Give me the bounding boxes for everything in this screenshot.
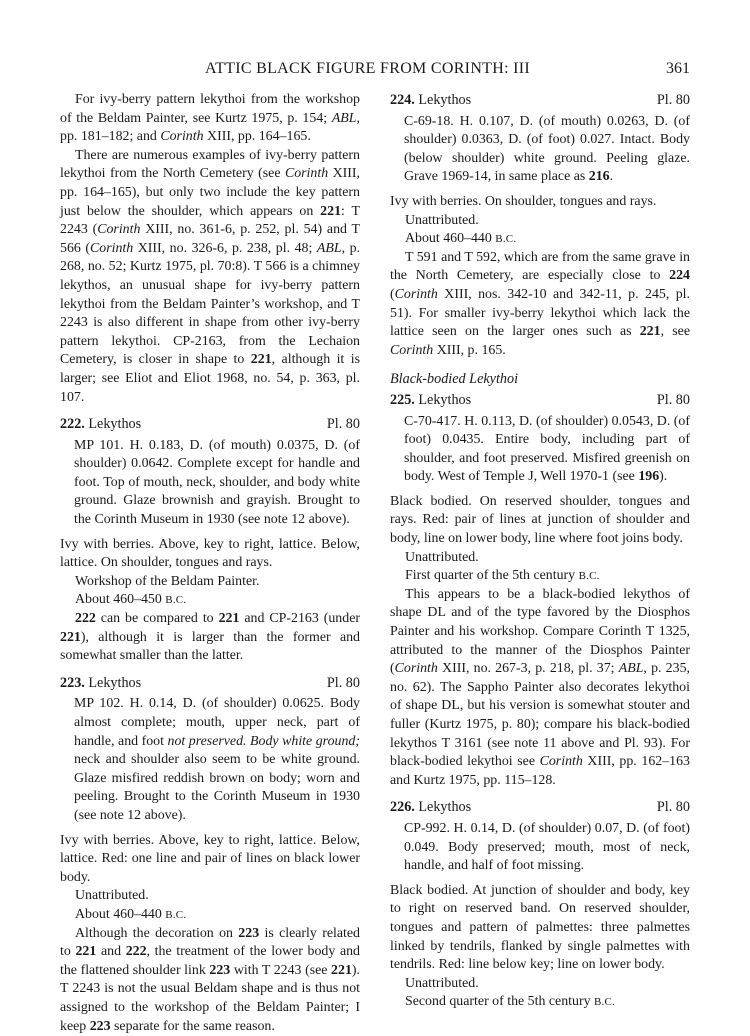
entry-224-date: About 460–440 B.C. [405,231,517,247]
entry-number: 223. [60,674,85,691]
entry-222-date: About 460–450 B.C. [75,592,187,608]
catalogue-entry-224-heading [390,91,690,110]
plate-reference: Pl. 80 [326,416,360,433]
running-header [60,60,690,80]
catalogue-entry-223-heading [60,674,360,693]
entry-225-attribution: Unattributed. [405,549,479,565]
right-column [390,91,690,1012]
entry-225-description: C-70-417. H. 0.113, D. (of shoulder) 0.0543, D. (of foot) 0.0435. Entire body, including part of shoulder, and foot preserved. Misfired greenish on body. West of Temple J, Well 1970-1 (see 196). [404,413,690,485]
entry-224-description: C-69-18. H. 0.107, D. (of mouth) 0.0263, D. (of shoulder) 0.0363, D. (of foot) 0.027. Intact. Body (below shoulder) white ground. Peeling glaze. Grave 1969-14, in same place as 216. [404,113,690,185]
plate-reference: Pl. 80 [656,92,690,108]
catalogue-entry-226-heading [390,798,690,817]
entry-name: Lekythos [418,92,472,108]
entry-224-decoration: Ivy with berries. On shoulder, tongues and rays. [390,193,657,209]
intro-paragraph-1: For ivy-berry pattern lekythoi from the workshop of the Beldam Painter, see Kurtz 1975, p. 154; ABL, pp. 181–182; and Corinth XIII, pp. 164–165. [60,92,360,145]
entry-223-attribution: Unattributed. [75,888,149,904]
running-title: ATTIC BLACK FIGURE FROM CORINTH: III [205,60,531,77]
entry-number: 225. [390,391,415,408]
plate-reference: Pl. 80 [656,799,690,816]
entry-225-decoration: Black bodied. On reserved shoulder, tongues and rays. Red: pair of lines at junction of shoulder and body, line on lower body, line where foot joins body. [390,493,690,547]
left-column [60,91,360,1036]
entry-name: Lekythos [418,799,472,816]
era-abbreviation: B.C. [594,996,615,1009]
entry-223-description: MP 102. H. 0.14, D. (of shoulder) 0.0625. Body almost complete; mouth, upper neck, part of handle, and foot not preserved. Body white ground; neck and shoulder also seem to be white ground. Glaze misfired reddish brown on body; worn and peeling. Brought to the Corinth Museum in 1930 (see note 12 above). [74,696,360,823]
entry-name: Lekythos [88,674,142,691]
page-number: 361 [666,60,690,77]
entry-name: Lekythos [418,391,472,408]
entry-222-attribution: Workshop of the Beldam Painter. [75,573,260,589]
entry-226-date: Second quarter of the 5th century B.C. [405,994,615,1010]
entry-224-comment: T 591 and T 592, which are from the same grave in the North Cemetery, are especially close to 224 (Corinth XIII, nos. 342-10 and 342-11, p. 245, pl. 51). For smaller ivy-berry lekythoi which lack the lattice seen on the larger ones such as 221, see Corinth XIII, p. 165. [390,249,690,358]
entry-226-description: CP-992. H. 0.14, D. (of shoulder) 0.07, D. (of foot) 0.049. Body preserved; mouth, most of neck, handle, and half of foot missing. [404,820,690,874]
entry-226-decoration: Black bodied. At junction of shoulder and body, key to right on reserved band. On reserved shoulder, tongues and pattern of palmettes: three palmettes linked by tendrils, flanked by single palmettes with tendrils. Red: line below key; line on lower body. [390,882,690,973]
catalogue-entry-222-heading [60,415,360,434]
intro-paragraph-2: There are numerous examples of ivy-berry pattern lekythoi from the North Cemetery (see Corinth XIII, pp. 164–165), but only two include the key pattern just below the shoulder, which appears on 221: T 2243 (Corinth XIII, no. 361-6, p. 252, pl. 54) and T 566 (Corinth XIII, no. 326-6, p. 238, pl. 48; ABL, p. 268, no. 52; Kurtz 1975, pl. 70:8). T 566 is a chimney lekythos, an unusual shape for ivy-berry pattern lekythoi from the Beldam Painter’s workshop, and T 2243 is also different in shape from other ivy-berry pattern lekythoi. CP-2163, from the Lechaion Cemetery, is closer in shape to 221, although it is larger; see Eliot and Eliot 1968, no. 54, p. 363, pl. 107. [60,147,360,405]
entry-224-attribution: Unattributed. [405,212,479,228]
plate-reference: Pl. 80 [326,674,360,691]
entry-222-decoration: Ivy with berries. Above, key to right, lattice. Below, lattice. On shoulder, tongues and rays. [60,536,360,571]
entry-name: Lekythos [88,416,142,433]
catalogue-entry-225-heading [390,391,690,410]
section-title: Black-bodied Lekythoi [390,371,519,388]
era-abbreviation: B.C. [165,594,187,607]
entry-222-description: MP 101. H. 0.183, D. (of mouth) 0.0375, D. (of shoulder) 0.0642. Complete except for handle and foot. Top of mouth, neck, shoulder, and body white ground. Glaze brownish and grayish. Brought to the Corinth Museum in 1930 (see note 12 above). [74,437,360,528]
plate-reference: Pl. 80 [656,391,690,408]
era-abbreviation: B.C. [165,908,187,921]
entry-222-comment: 222 can be compared to 221 and CP-2163 (under 221), although it is larger than the former and somewhat smaller than the latter. [60,611,360,664]
entry-223-date: About 460–440 B.C. [75,906,187,922]
era-abbreviation: B.C. [578,570,600,583]
entry-226-attribution: Unattributed. [405,975,479,991]
entry-number: 224. [390,92,415,108]
entry-223-decoration: Ivy with berries. Above, key to right, lattice. Below, lattice. Red: one line and pair of lines on black lower body. [60,832,360,885]
entry-223-comment: Although the decoration on 223 is clearly related to 221 and 222, the treatment of the lower body and the flattened shoulder link 223 with T 2243 (see 221). T 2243 is not the usual Beldam shape and is thus not assigned to the workshop of the Beldam Painter; I keep 223 separate for the same reason. [60,925,360,1034]
entry-number: 222. [60,416,85,433]
entry-number: 226. [390,799,415,816]
entry-225-comment: This appears to be a black-bodied lekythos of shape DL and of the type favored by the Diosphos Painter and his workshop. Compare Corinth T 1325, attributed to the manner of the Diosphos Painter (Corinth XIII, no. 267-3, p. 218, pl. 37; ABL, p. 235, no. 62). The Sappho Painter also decorates lekythoi of shape DL, but his version is somewhat stouter and fuller (Kurtz 1975, p. 80); compare his black-bodied lekythos T 3161 (see note 11 above and Pl. 93). For black-bodied lekythoi see Corinth XIII, pp. 162–163 and Kurtz 1975, pp. 115–128. [390,586,690,788]
entry-225-date: First quarter of the 5th century B.C. [405,568,600,584]
era-abbreviation: B.C. [495,233,517,246]
